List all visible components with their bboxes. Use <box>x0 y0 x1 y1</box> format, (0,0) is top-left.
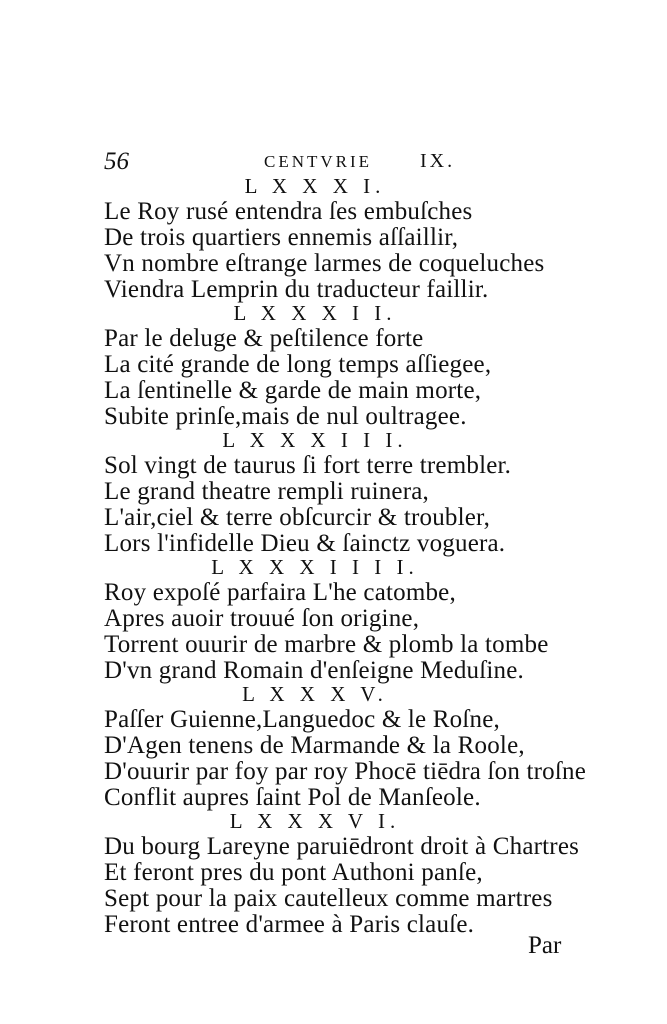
verse-line: Subite prinſe,mais de nul oultragee. <box>104 403 467 430</box>
quatrain-heading: L X X X V. <box>242 682 388 706</box>
quatrain-heading: L X X X V I. <box>229 809 401 833</box>
verse-line: Le grand theatre rempli ruinera, <box>104 478 429 505</box>
catchword: Par <box>528 932 562 959</box>
verse-line: Sol vingt de taurus ſi fort terre trembler. <box>104 452 512 479</box>
verse-line: Du bourg Lareyne paruiēdront droit à Chartres <box>104 833 580 860</box>
verse-line: Torrent ouurir de marbre & plomb la tombe <box>104 631 549 658</box>
quatrain-heading: L X X X I I I. <box>222 428 408 452</box>
verse-line: Vn nombre eſtrange larmes de coqueluches <box>104 250 545 277</box>
verse-line: Sept pour la paix cautelleux comme martres <box>104 885 553 912</box>
verse-line: Et feront pres du pont Authoni panſe, <box>104 859 483 886</box>
verse-line: Par le deluge & peſtilence forte <box>104 325 424 352</box>
verse-line: Viendra Lemprin du traducteur faillir. <box>104 276 489 303</box>
verse-line: Paſſer Guienne,Languedoc & le Roſne, <box>104 706 500 733</box>
page-number: 56 <box>104 148 129 175</box>
verse-line: Feront entree d'armee à Paris clauſe. <box>104 911 475 938</box>
quatrain-heading: L X X X I. <box>244 174 386 198</box>
verse-line: De trois quartiers ennemis aſſaillir, <box>104 224 459 251</box>
verse-line: Roy expoſé parfaira L'he catombe, <box>104 579 456 606</box>
verse-line: L'air,ciel & terre obſcurcir & troubler, <box>104 504 491 531</box>
running-title: CENTVRIE <box>264 152 373 171</box>
verse-line: D'Agen tenens de Marmande & la Roole, <box>104 732 525 759</box>
verse-line: Conflit aupres ſaint Pol de Manſeole. <box>104 784 481 811</box>
verse-line: Le Roy rusé entendra ſes embuſches <box>104 198 473 225</box>
running-title-century: IX. <box>420 150 456 172</box>
verse-line: Apres auoir trouué ſon origine, <box>104 605 420 632</box>
verse-line: D'vn grand Romain d'enſeigne Meduſine. <box>104 657 524 684</box>
verse-line: Lors l'infidelle Dieu & ſainctz voguera. <box>104 530 506 557</box>
quatrain-heading: L X X X I I I I. <box>211 555 419 579</box>
quatrain-heading: L X X X I I. <box>233 301 397 325</box>
verse-line: La cité grande de long temps aſſiegee, <box>104 351 492 378</box>
verse-line: La ſentinelle & garde de main morte, <box>104 377 482 404</box>
verse-line: D'ouurir par foy par roy Phocē tiēdra ſon troſne <box>104 758 587 785</box>
